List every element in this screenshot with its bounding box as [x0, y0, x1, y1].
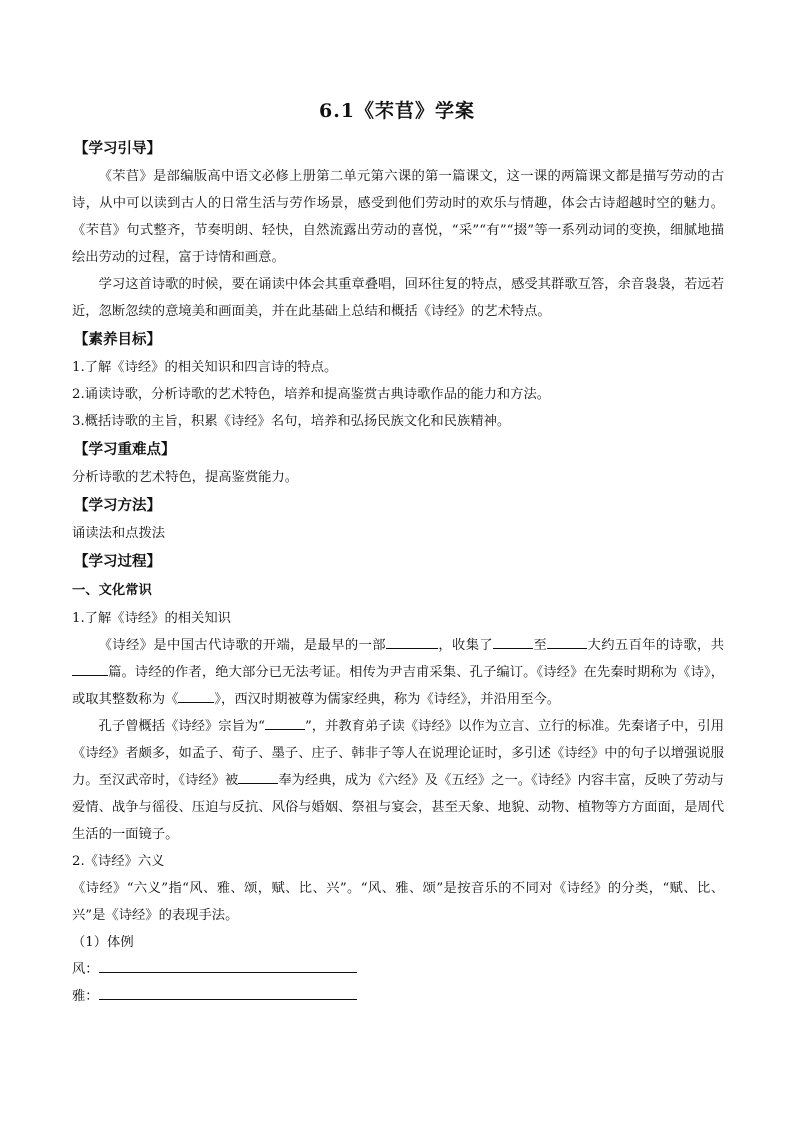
- text-segment: 孔子曾概括《诗经》宗旨为“: [98, 719, 265, 734]
- section-heading-process: 【学习过程】: [74, 553, 161, 570]
- fill-blank[interactable]: [386, 634, 438, 649]
- sub-heading-genres: （1）体例: [72, 935, 134, 950]
- method-text: 诵读法和点拨法: [72, 526, 166, 541]
- fill-blank[interactable]: [72, 661, 108, 676]
- text-segment: 《诗经》是中国古代诗歌的开端，是最早的一部: [98, 638, 386, 653]
- guide-paragraph-1: 《芣苢》是部编版高中语文必修上册第二单元第六课的第一篇课文，这一课的两篇课文都是描写劳动的古诗，从中可以读到古人的日常生活与劳作场景，感受到他们劳动时的欢乐与情趣，体会古诗超越时空的魅力。《芣苢》句式整齐，节奏明朗、轻快，自然流露出劳动的喜悦，“采”“有”“掇”等一系列动词的变换，细腻地描绘出劳动的过程，富于诗情和画意。: [72, 169, 724, 265]
- fill-blank[interactable]: [178, 688, 214, 703]
- key-points-text: 分析诗歌的艺术特色，提高鉴赏能力。: [72, 470, 299, 485]
- text-segment: 》，西汉时期被尊为儒家经典，称为《诗经》，并沿用至今。: [214, 692, 561, 707]
- document-body: [72, 134, 724, 1010]
- goal-item-2: 2.诵读诗歌，分析诗歌的艺术特色，培养和提高鉴赏古典诗歌作品的能力和方法。: [72, 387, 551, 402]
- answer-line-ya: [72, 983, 724, 1010]
- goal-item-3: 3.概括诗歌的主旨，积累《诗经》名句，培养和弘扬民族文化和民族精神。: [72, 414, 511, 429]
- guide-paragraph-2: 学习这首诗歌的时候，要在诵读中体会其重章叠唱，回环往复的特点，感受其群歌互答，余音袅袅，若远若近，忽断忽续的意境美和画面美，并在此基础上总结和概括《诗经》的艺术特点。: [72, 277, 724, 319]
- item-heading-six-principles: 2.《诗经》六义: [72, 854, 165, 869]
- page-title: 6.1《芣苢》学案: [318, 100, 476, 122]
- goal-item-1: 1.了解《诗经》的相关知识和四言诗的特点。: [72, 360, 338, 375]
- ya-answer-blank[interactable]: [99, 985, 357, 1000]
- confucius-paragraph: [72, 713, 724, 848]
- text-segment: 至: [533, 638, 548, 653]
- fill-blank[interactable]: [265, 715, 305, 730]
- part-heading-culture: 一、文化常识: [72, 583, 152, 598]
- ya-label: 雅：: [72, 989, 99, 1004]
- feng-answer-blank[interactable]: [99, 958, 357, 973]
- fill-blank[interactable]: [238, 769, 278, 784]
- text-segment: 奉为经典，成为《六经》及《五经》之一。《诗经》内容丰富，反映了劳动与爱情、战争与徭役、压迫与反抗、风俗与婚姻、祭祖与宴会，甚至天象、地貌、动物、植物等方方面面，是周代生活的一面镜子。: [72, 773, 724, 842]
- section-heading-method: 【学习方法】: [74, 497, 161, 514]
- text-segment: 大约五百年的诗歌，共: [587, 638, 725, 653]
- section-heading-guide: 【学习引导】: [74, 140, 161, 157]
- section-heading-goals: 【素养目标】: [74, 331, 161, 348]
- shijing-intro-paragraph: [72, 632, 724, 713]
- feng-label: 风：: [72, 962, 99, 977]
- fill-blank[interactable]: [547, 634, 587, 649]
- six-principles-paragraph: 《诗经》“六义”指“风、雅、颂，赋、比、兴”。“风、雅、颂”是按音乐的不同对《诗经》的分类，“赋、比、兴”是《诗经》的表现手法。: [72, 881, 724, 923]
- section-heading-key-points: 【学习重难点】: [74, 441, 176, 458]
- text-segment: 篇。诗经的作者，绝大部分已无法考证。相传为尹吉甫采集、孔子编订。《诗经》在先秦时期称为《诗》，或取其整数称为《: [72, 665, 724, 707]
- answer-line-feng: [72, 956, 724, 983]
- text-segment: ”，并教育弟子读《诗经》以作为立言、立行的标准。先秦诸子中，引用《诗经》者颇多，如孟子、荀子、墨子、庄子、韩非子等人在说理论证时，多引述《诗经》中的句子以增强说服力。至汉武帝时，《诗经》被: [72, 719, 724, 788]
- text-segment: ，收集了: [437, 638, 494, 653]
- item-heading-shijing-knowledge: 1.了解《诗经》的相关知识: [72, 611, 231, 626]
- fill-blank[interactable]: [493, 634, 533, 649]
